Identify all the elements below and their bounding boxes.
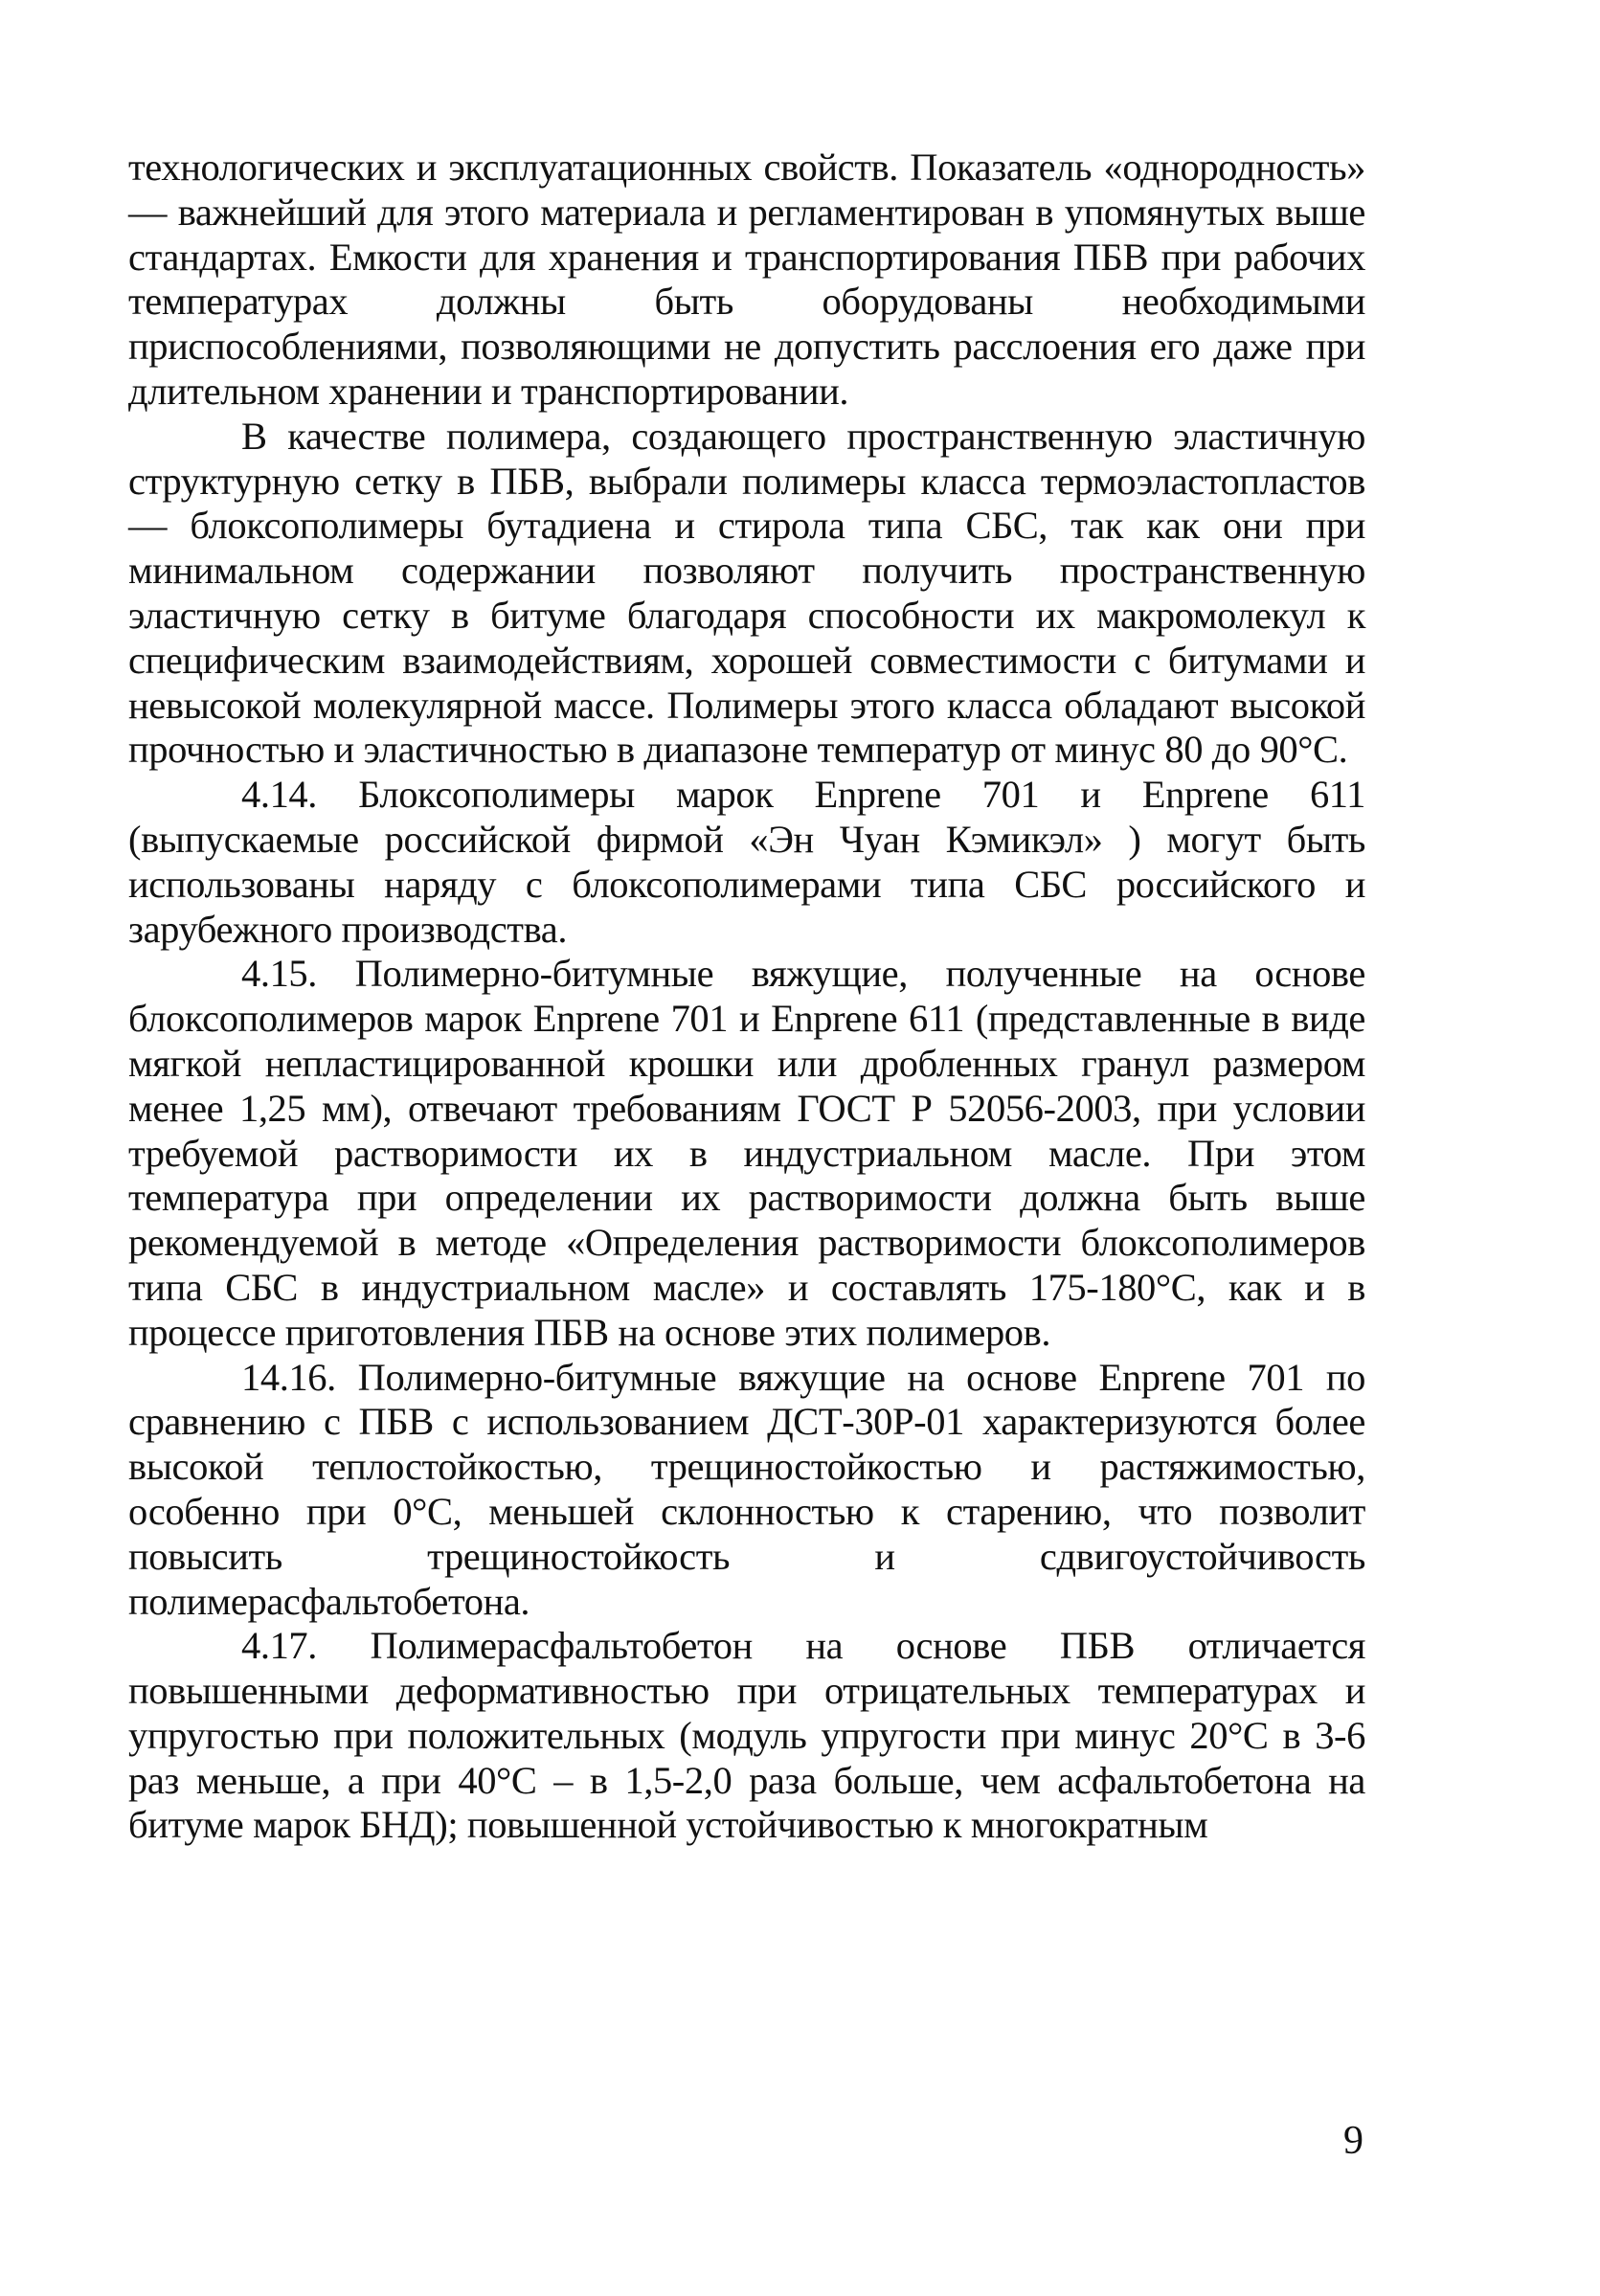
paragraph-continuation: технологических и эксплуатационных свойств. Показатель «однородность» — важнейший для этого материала и регламентирован в упомянутых выше стандартах. Емкости для хранения и транспортирования ПБВ при рабочих температурах должны быть оборудованы необходимыми приспособлениями, позволяющими не допустить расслоения его даже при длительном хранении и транспортировании.	[128, 146, 1365, 413]
page-number: 9	[1343, 2119, 1363, 2163]
page-body	[128, 146, 1365, 1848]
paragraph-4-17: 4.17. Полимерасфальтобетон на основе ПБВ отличается повышенными деформативностью при отрицательных температурах и упругостью при положительных (модуль упругости при минус 20°С в 3-6 раз меньше, а при 40°С – в 1,5-2,0 раза больше, чем асфальтобетона на битуме марок БНД); повышенной устойчивостью к многократным	[128, 1624, 1365, 1847]
paragraph-14-16: 14.16. Полимерно-битумные вяжущие на основе Enprene 701 по сравнению с ПБВ с использованием ДСТ-30Р-01 характеризуются более высокой теплостойкостью, трещиностойкостью и растяжимостью, особенно при 0°С, меньшей склонностью к старению, что позволит повысить трещиностойкость и сдвигоустойчивость полимерасфальтобетона.	[128, 1355, 1365, 1623]
paragraph-4-14: 4.14. Блоксополимеры марок Enprene 701 и Enprene 611 (выпускаемые российской фирмой «Эн Чуан Кэмикэл» ) могут быть использованы наряду с блоксополимерами типа СБС российского и зарубежного производства.	[128, 773, 1365, 951]
paragraph-4-15: 4.15. Полимерно-битумные вяжущие, полученные на основе блоксополимеров марок Enprene 701 и Enprene 611 (представленные в виде мягкой непластицированной крошки или дробленных гранул размером менее 1,25 мм), отвечают требованиям ГОСТ Р 52056-2003, при условии требуемой растворимости их в индустриальном масле. При этом температура при определении их растворимости должна быть выше рекомендуемой в методе «Определения растворимости блоксополимеров типа СБС в индустриальном масле» и составлять 175-180°С, как и в процессе приготовления ПБВ на основе этих полимеров.	[128, 952, 1365, 1354]
paragraph-polymer-selection: В качестве полимера, создающего пространственную эластичную структурную сетку в ПБВ, выбрали полимеры класса термоэластопластов — блоксополимеры бутадиена и стирола типа СБС, так как они при минимальном содержании позволяют получить пространственную эластичную сетку в битуме благодаря способности их макромолекул к специфическим взаимодействиям, хорошей совместимости с битумами и невысокой молекулярной массе. Полимеры этого класса обладают высокой прочностью и эластичностью в диапазоне температур от минус 80 до 90°С.	[128, 414, 1365, 772]
